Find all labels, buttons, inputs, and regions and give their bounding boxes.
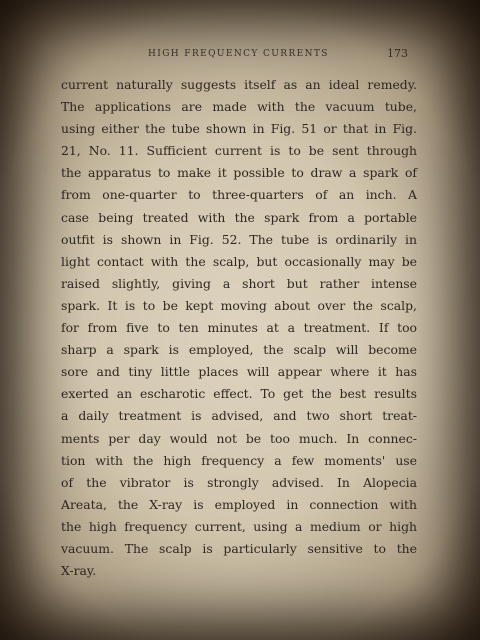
text-line: spark. It is to be kept moving about over the scalp,: [61, 297, 417, 313]
text-line: current naturally suggests itself as an ideal remedy.: [61, 77, 417, 92]
text-line: vacuum. The scalp is particularly sensitive to the: [61, 540, 417, 556]
text-line: the high frequency current, using a medium or high: [61, 518, 417, 534]
text-line: sore and tiny little places will appear where it has: [61, 364, 417, 380]
text-line: case being treated with the spark from a portable: [61, 209, 417, 225]
text-line: ments per day would not be too much. In connec-: [61, 430, 417, 446]
text-line: tion with the high frequency a few moments' use: [61, 452, 417, 468]
text-line: the apparatus to make it possible to draw a spark of: [61, 165, 417, 181]
text-line: from one-quarter to three-quarters of an inch. A: [61, 187, 417, 203]
text-line: a daily treatment is advised, and two short treat-: [61, 408, 417, 424]
text-line: sharp a spark is employed, the scalp will become: [61, 342, 417, 358]
body-text: [61, 74, 417, 582]
text-line: The applications are made with the vacuum tube,: [61, 99, 417, 115]
text-line: light contact with the scalp, but occasionally may be: [61, 253, 417, 269]
page-header: [0, 45, 480, 65]
text-line: for from five to ten minutes at a treatment. If too: [61, 320, 417, 336]
running-head: HIGH FREQUENCY CURRENTS: [148, 49, 329, 59]
text-line: X-ray.: [61, 563, 97, 579]
page-number: 173: [387, 47, 408, 60]
text-line: 21, No. 11. Sufficient current is to be sent through: [61, 143, 417, 159]
text-line: raised slightly, giving a short but rather intense: [61, 275, 417, 291]
text-line: of the vibrator is strongly advised. In Alopecia: [61, 474, 417, 490]
text-line: exerted an escharotic effect. To get the best results: [61, 386, 417, 402]
text-line: outfit is shown in Fig. 52. The tube is ordinarily in: [61, 231, 417, 247]
text-line: using either the tube shown in Fig. 51 or that in Fig.: [61, 121, 417, 137]
text-line: Areata, the X-ray is employed in connection with: [61, 496, 417, 512]
